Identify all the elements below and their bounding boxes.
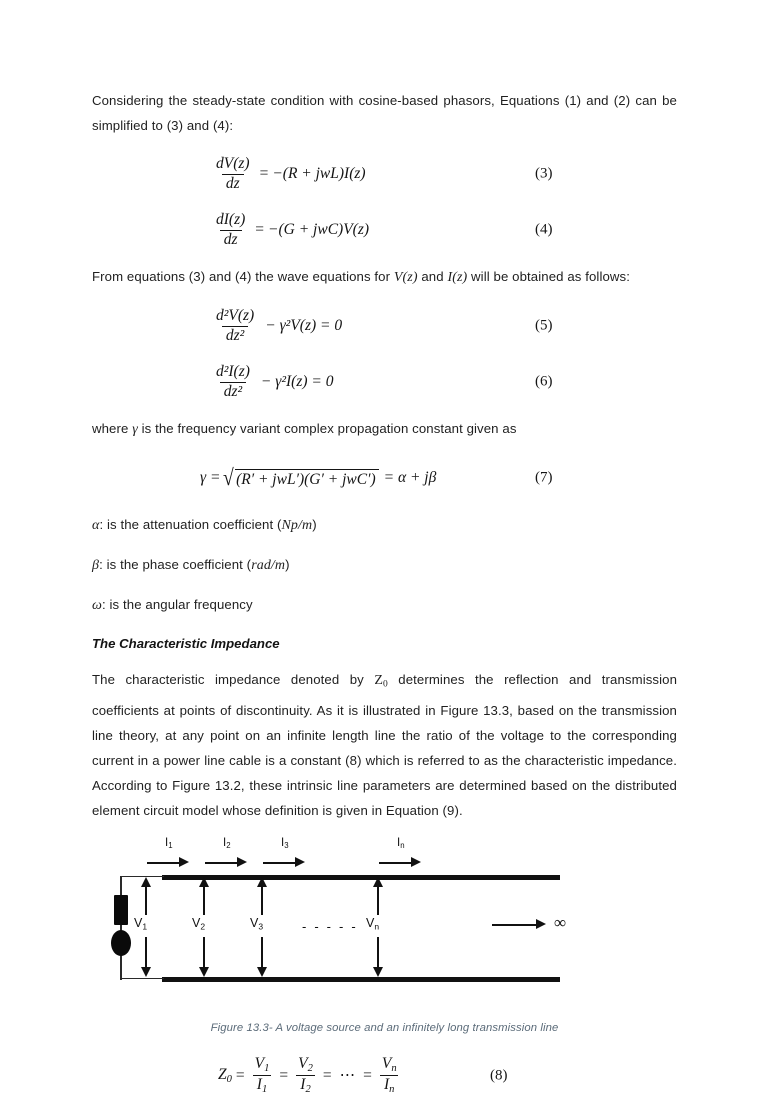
equation-4-number: (4) xyxy=(535,221,553,238)
figure-13-3 xyxy=(92,837,677,1012)
gamma-definition-paragraph xyxy=(92,416,677,442)
continuation-dashes: - - - - - xyxy=(302,918,358,934)
equation-3-body xyxy=(210,156,366,192)
eq8-lhs: $Z_0$ xyxy=(218,1066,232,1086)
eq8-term-2: $\frac{V_2}{I_2}$ xyxy=(298,1055,313,1096)
radical-icon: √ xyxy=(223,464,235,490)
equation-4-body xyxy=(210,212,369,248)
equation-6-number: (6) xyxy=(535,373,553,390)
eq5-den: dz² xyxy=(222,326,248,344)
eq7-radicand: (R′ + jwL′)(G′ + jwC′) xyxy=(235,469,379,490)
gamma-symbol: γ xyxy=(132,422,138,437)
z0-symbol: $Z_0$ xyxy=(374,673,388,690)
equation-6-fraction xyxy=(212,364,254,400)
infinity-arrow-icon xyxy=(492,919,546,931)
beta-definition xyxy=(92,552,677,578)
source-lead-bottom xyxy=(120,978,164,980)
alpha-text: : is the attenuation coefficient ( xyxy=(99,517,282,532)
eq5-num: d²V(z) xyxy=(216,307,255,325)
page-content xyxy=(92,88,677,1110)
equation-7-body xyxy=(200,464,437,490)
equation-8-number: (8) xyxy=(490,1067,508,1084)
voltage-arrow-3-up-icon xyxy=(256,877,268,915)
beta-text: : is the phase coefficient ( xyxy=(99,557,252,572)
wave-eq-vz: V(z) xyxy=(393,270,418,285)
omega-definition xyxy=(92,592,677,618)
omega-symbol: ω xyxy=(92,598,102,613)
eq4-den: dz xyxy=(220,230,242,248)
current-label-n: $I_n$ xyxy=(397,836,405,850)
equation-8-row xyxy=(92,1054,677,1098)
wave-eq-suffix: will be obtained as follows: xyxy=(467,269,630,284)
eq3-rhs: −(R + jwL)I(z) xyxy=(272,165,366,182)
eq6-rest: − γ²I(z) = 0 xyxy=(260,373,334,390)
voltage-arrow-n-up-icon xyxy=(372,877,384,915)
eq3-num-d: dV xyxy=(216,155,234,173)
alpha-definition xyxy=(92,512,677,538)
eq8-term-1: $\frac{V_1}{I_1}$ xyxy=(254,1055,270,1096)
eq8-equals-4: = xyxy=(363,1066,372,1084)
eq7-sqrt xyxy=(222,464,378,490)
eq6-den: dz² xyxy=(220,382,246,400)
equation-3-number: (3) xyxy=(535,165,553,182)
eq7-lhs: γ = xyxy=(200,469,221,486)
infinity-symbol: ∞ xyxy=(554,912,567,932)
alpha-end: ) xyxy=(312,517,317,532)
voltage-arrow-1-up-icon xyxy=(140,877,152,915)
voltage-arrow-1-down-icon xyxy=(140,937,152,977)
eq4-num-z: (z) xyxy=(228,211,246,229)
eq8-equals-1: = xyxy=(235,1066,245,1084)
equation-6-row xyxy=(92,360,677,404)
eq8-equals-2: = xyxy=(279,1066,289,1084)
current-arrow-2-icon xyxy=(205,857,247,869)
wave-eq-and: and xyxy=(417,269,448,284)
current-arrow-n-icon xyxy=(379,857,421,869)
voltage-arrow-2-down-icon xyxy=(198,937,210,977)
eq3-equals: = xyxy=(259,165,269,182)
current-label-1: $I_1$ xyxy=(165,836,173,850)
eq3-den: dz xyxy=(222,174,244,192)
voltage-label-2: $V_2$ xyxy=(192,915,206,932)
voltage-label-n: $V_n$ xyxy=(366,915,380,932)
voltage-arrow-2-up-icon xyxy=(198,877,210,915)
alpha-symbol: α xyxy=(92,518,100,533)
impedance-paragraph xyxy=(92,667,677,823)
beta-symbol: β xyxy=(92,558,100,573)
bottom-conductor xyxy=(162,977,560,982)
eq4-equals: = xyxy=(255,221,265,238)
eq8-term-n: $\frac{V_n}{I_n}$ xyxy=(381,1055,397,1096)
equation-8-body xyxy=(218,1056,403,1095)
equation-5-row xyxy=(92,304,677,348)
equation-5-fraction xyxy=(212,308,258,344)
voltage-label-3: $V_3$ xyxy=(250,915,264,932)
eq3-num-z: (z) xyxy=(233,155,250,173)
current-label-3: $I_3$ xyxy=(281,836,289,850)
gamma-suffix: is the frequency variant complex propagation constant given as xyxy=(137,421,517,436)
voltage-label-1: $V_1$ xyxy=(134,915,148,932)
voltage-source-symbol xyxy=(111,930,131,956)
voltage-arrow-n-down-icon xyxy=(372,937,384,977)
voltage-arrow-3-down-icon xyxy=(256,937,268,977)
wave-equations-paragraph xyxy=(92,264,677,290)
current-arrow-3-icon xyxy=(263,857,305,869)
impedance-part1: The characteristic impedance denoted by xyxy=(92,672,375,687)
eq4-rhs: −(G + jwC)V(z) xyxy=(268,221,370,238)
equation-7-row xyxy=(92,456,677,500)
equation-4-fraction xyxy=(212,212,249,248)
equation-6-body xyxy=(210,364,334,400)
omega-text: : is the angular frequency xyxy=(102,597,253,612)
top-conductor xyxy=(162,875,560,880)
current-arrow-1-icon xyxy=(147,857,189,869)
figure-caption: Figure 13.3- A voltage source and an infinitely long transmission line xyxy=(210,1021,559,1034)
eq8-ellipsis: ⋯ xyxy=(339,1067,356,1085)
eq5-rest: − γ²V(z) = 0 xyxy=(265,317,343,334)
wave-eq-iz: I(z) xyxy=(447,270,468,285)
eq8-equals-3: = xyxy=(322,1066,332,1084)
equation-3-fraction xyxy=(212,156,254,192)
intro-paragraph: Considering the steady-state condition with cosine-based phasors, Equations (1) and (2) can be simplified to (3) and (4): xyxy=(92,93,677,133)
equation-3-row xyxy=(92,152,677,196)
eq4-num-d: dI xyxy=(216,211,229,229)
wave-eq-prefix: From equations (3) and (4) the wave equations for xyxy=(92,269,394,284)
section-heading-characteristic-impedance: The Characteristic Impedance xyxy=(92,636,280,651)
gamma-prefix: where xyxy=(92,421,133,436)
source-impedance-block xyxy=(114,895,128,925)
alpha-unit: Np/m xyxy=(281,518,313,533)
current-label-2: $I_2$ xyxy=(223,836,231,850)
impedance-part2: determines the reflection and transmission coefficients at points of discontinuity. As it is illustrated in Figure 13.3, based on the transmission line theory, at any point on an infinite length line the ratio of the voltage to the corresponding current in a power line cable is a constant (8) which is referred to as the characteristic impedance. According to Figure 13.2, these intrinsic line parameters are determined based on the distributed element circuit model whose definition is given in Equation (9). xyxy=(92,672,678,818)
equation-4-row xyxy=(92,208,677,252)
beta-end: ) xyxy=(285,557,290,572)
equation-5-body xyxy=(210,308,342,344)
eq6-num: d²I(z) xyxy=(216,363,250,381)
eq7-rhs: = α + jβ xyxy=(383,469,437,486)
beta-unit: rad/m xyxy=(251,558,286,573)
equation-5-number: (5) xyxy=(535,317,553,334)
equation-7-number: (7) xyxy=(535,469,553,486)
